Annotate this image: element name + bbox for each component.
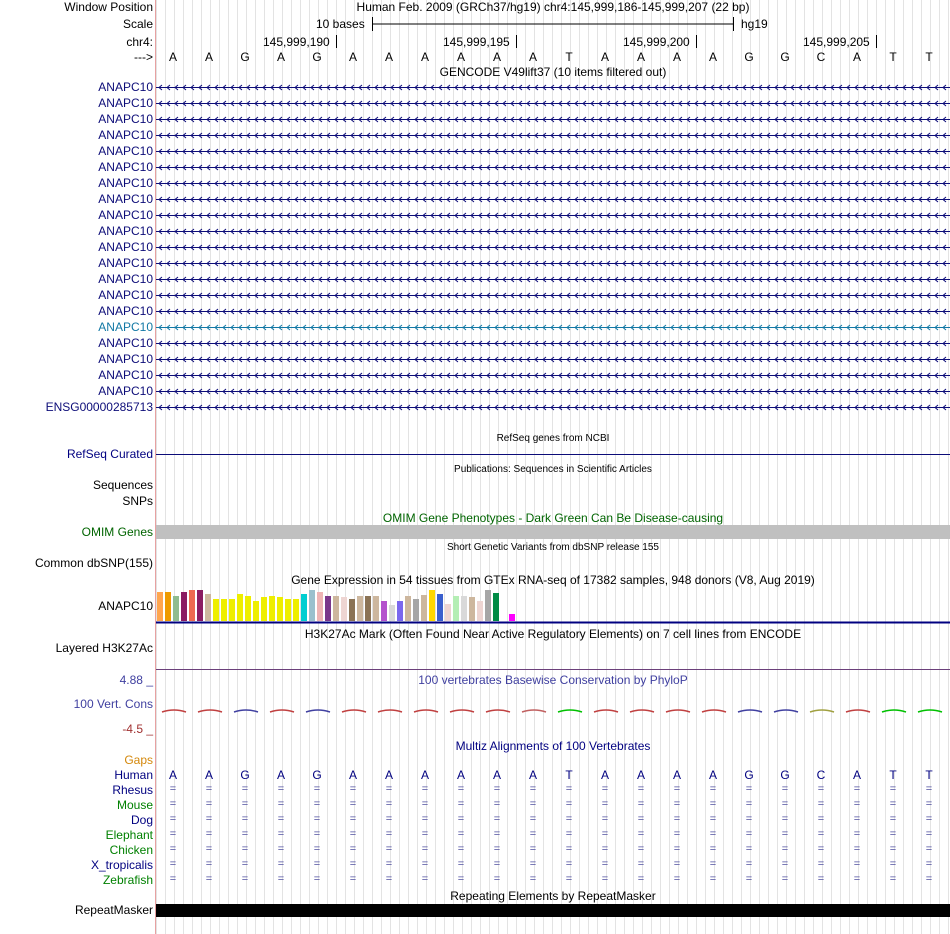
multiz-match-symbol: =	[529, 858, 537, 870]
multiz-match-symbol: =	[241, 783, 249, 795]
multiz-match-symbol: =	[493, 783, 501, 795]
multiz-species-label[interactable]: Chicken	[109, 843, 153, 857]
phylop-score-mark	[630, 710, 654, 712]
multiz-match-symbol: =	[493, 873, 501, 885]
multiz-match-symbol: =	[601, 783, 609, 795]
phylop-score-mark	[522, 710, 546, 712]
multiz-match-symbol: =	[421, 873, 429, 885]
multiz-match-symbol: =	[853, 798, 861, 810]
multiz-match-symbol: =	[421, 843, 429, 855]
multiz-match-symbol: =	[277, 873, 285, 885]
gencode-gene-label[interactable]: ANAPC10	[98, 336, 153, 350]
multiz-match-symbol: =	[673, 873, 681, 885]
multiz-match-symbol: =	[565, 783, 573, 795]
multiz-match-symbol: =	[277, 783, 285, 795]
multiz-human-base: A	[348, 768, 357, 782]
multiz-human-base: A	[708, 768, 717, 782]
multiz-match-symbol: =	[457, 783, 465, 795]
base-letter: A	[672, 50, 681, 64]
multiz-match-symbol: =	[529, 813, 537, 825]
phylop-score-mark	[198, 710, 222, 712]
multiz-match-symbol: =	[313, 783, 321, 795]
multiz-match-symbol: =	[601, 813, 609, 825]
phylop-track-label[interactable]: 100 Vert. Cons	[73, 697, 153, 711]
base-letter: A	[708, 50, 717, 64]
multiz-human-base: T	[925, 768, 933, 782]
multiz-match-symbol: =	[565, 828, 573, 840]
multiz-match-symbol: =	[205, 858, 213, 870]
gencode-gene-label[interactable]: ANAPC10	[98, 384, 153, 398]
multiz-match-symbol: =	[421, 783, 429, 795]
base-letter: A	[456, 50, 465, 64]
multiz-match-symbol: =	[241, 843, 249, 855]
phylop-score-mark	[738, 710, 762, 712]
multiz-match-symbol: =	[493, 828, 501, 840]
gencode-gene-label[interactable]: ANAPC10	[98, 256, 153, 270]
phylop-score-mark	[378, 710, 402, 712]
phylop-score-mark	[234, 710, 258, 712]
gaps-label[interactable]: Gaps	[124, 753, 153, 767]
multiz-match-symbol: =	[673, 858, 681, 870]
multiz-match-symbol: =	[745, 843, 753, 855]
tick-label: 145,999,205	[803, 35, 870, 49]
multiz-match-symbol: =	[169, 813, 177, 825]
multiz-match-symbol: =	[349, 783, 357, 795]
multiz-match-symbol: =	[709, 843, 717, 855]
multiz-match-symbol: =	[169, 858, 177, 870]
multiz-match-symbol: =	[529, 783, 537, 795]
multiz-match-symbol: =	[277, 828, 285, 840]
multiz-match-symbol: =	[205, 843, 213, 855]
multiz-match-symbol: =	[205, 783, 213, 795]
base-letter: A	[852, 50, 861, 64]
multiz-match-symbol: =	[601, 843, 609, 855]
scale-label: Scale	[122, 17, 153, 31]
base-letter: A	[600, 50, 609, 64]
multiz-match-symbol: =	[565, 813, 573, 825]
multiz-match-symbol: =	[889, 858, 897, 870]
phylop-score-mark	[342, 710, 366, 712]
multiz-match-symbol: =	[709, 858, 717, 870]
gencode-gene-label[interactable]: ANAPC10	[98, 160, 153, 174]
multiz-species-label[interactable]: Human	[114, 768, 153, 782]
multiz-human-base: A	[492, 768, 501, 782]
multiz-species-label[interactable]: Zebrafish	[102, 873, 153, 887]
refseq-curated-label[interactable]: RefSeq Curated	[66, 447, 153, 461]
chrom-label: chr4:	[126, 35, 153, 49]
multiz-match-symbol: =	[925, 798, 933, 810]
multiz-match-symbol: =	[781, 873, 789, 885]
multiz-match-symbol: =	[313, 843, 321, 855]
phylop-track-title[interactable]: 100 vertebrates Basewise Conservation by PhyloP	[418, 673, 688, 687]
gencode-gene-label[interactable]: ANAPC10	[98, 112, 153, 126]
multiz-match-symbol: =	[637, 798, 645, 810]
multiz-match-symbol: =	[853, 843, 861, 855]
tick-label: 145,999,190	[263, 35, 330, 49]
multiz-match-symbol: =	[421, 828, 429, 840]
multiz-match-symbol: =	[817, 813, 825, 825]
multiz-human-base: G	[780, 768, 790, 782]
gencode-gene-label[interactable]: ANAPC10	[98, 192, 153, 206]
multiz-human-base: A	[672, 768, 681, 782]
multiz-match-symbol: =	[601, 798, 609, 810]
multiz-track-title[interactable]: Multiz Alignments of 100 Vertebrates	[455, 739, 651, 753]
multiz-match-symbol: =	[673, 843, 681, 855]
multiz-match-symbol: =	[385, 843, 393, 855]
multiz-match-symbol: =	[385, 858, 393, 870]
gtex-track-title[interactable]: Gene Expression in 54 tissues from GTEx RNA-seq of 17382 samples, 948 donors (V8, Aug 2019)	[291, 573, 815, 587]
multiz-match-symbol: =	[421, 858, 429, 870]
multiz-match-symbol: =	[169, 783, 177, 795]
multiz-match-symbol: =	[817, 858, 825, 870]
multiz-human-base: A	[384, 768, 393, 782]
multiz-match-symbol: =	[745, 873, 753, 885]
multiz-match-symbol: =	[385, 813, 393, 825]
multiz-human-base: A	[204, 768, 213, 782]
gencode-gene-label[interactable]: ENSG00000285713	[45, 400, 153, 414]
phylop-score-mark	[270, 710, 294, 712]
multiz-species-label[interactable]: Dog	[130, 813, 153, 827]
phylop-score-mark	[666, 710, 690, 712]
phylop-score-mark	[846, 710, 870, 712]
multiz-human-base: A	[852, 768, 861, 782]
h3k27ac-label[interactable]: Layered H3K27Ac	[55, 641, 153, 655]
multiz-match-symbol: =	[169, 843, 177, 855]
multiz-match-symbol: =	[277, 858, 285, 870]
multiz-human-base: G	[240, 768, 250, 782]
multiz-match-symbol: =	[349, 858, 357, 870]
multiz-match-symbol: =	[889, 828, 897, 840]
multiz-match-symbol: =	[853, 813, 861, 825]
multiz-match-symbol: =	[889, 813, 897, 825]
base-letter: C	[816, 50, 826, 64]
repeatmasker-element-bar[interactable]	[156, 904, 950, 917]
gencode-gene-label[interactable]: ANAPC10	[98, 368, 153, 382]
multiz-match-symbol: =	[385, 828, 393, 840]
multiz-match-symbol: =	[889, 798, 897, 810]
scale-assembly-label: hg19	[741, 17, 768, 31]
base-letter: A	[168, 50, 177, 64]
common-dbsnp-label[interactable]: Common dbSNP(155)	[34, 556, 153, 570]
multiz-match-symbol: =	[277, 813, 285, 825]
multiz-match-symbol: =	[817, 798, 825, 810]
multiz-match-symbol: =	[853, 783, 861, 795]
tick-label: 145,999,195	[443, 35, 510, 49]
multiz-match-symbol: =	[601, 858, 609, 870]
multiz-human-base: A	[168, 768, 177, 782]
base-letter: G	[312, 50, 322, 64]
gencode-gene-label[interactable]: ANAPC10	[98, 96, 153, 110]
multiz-match-symbol: =	[385, 783, 393, 795]
multiz-match-symbol: =	[241, 858, 249, 870]
multiz-match-symbol: =	[853, 858, 861, 870]
multiz-match-symbol: =	[601, 873, 609, 885]
multiz-match-symbol: =	[673, 813, 681, 825]
multiz-match-symbol: =	[925, 843, 933, 855]
multiz-match-symbol: =	[889, 783, 897, 795]
phylop-score-mark	[810, 710, 834, 712]
multiz-match-symbol: =	[313, 828, 321, 840]
multiz-human-base: A	[420, 768, 429, 782]
multiz-match-symbol: =	[385, 798, 393, 810]
gencode-gene-label[interactable]: ANAPC10	[98, 288, 153, 302]
multiz-match-symbol: =	[925, 873, 933, 885]
multiz-match-symbol: =	[241, 813, 249, 825]
multiz-match-symbol: =	[889, 843, 897, 855]
snps-label[interactable]: SNPs	[122, 494, 153, 508]
multiz-match-symbol: =	[637, 783, 645, 795]
multiz-match-symbol: =	[565, 843, 573, 855]
multiz-match-symbol: =	[745, 798, 753, 810]
phylop-score-mark	[558, 710, 582, 712]
phylop-score-mark	[486, 710, 510, 712]
multiz-match-symbol: =	[457, 828, 465, 840]
base-letter: A	[492, 50, 501, 64]
multiz-match-symbol: =	[565, 858, 573, 870]
multiz-match-symbol: =	[817, 843, 825, 855]
refseq-track-title[interactable]: RefSeq genes from NCBI	[496, 433, 610, 444]
multiz-match-symbol: =	[925, 813, 933, 825]
multiz-match-symbol: =	[673, 828, 681, 840]
multiz-match-symbol: =	[421, 813, 429, 825]
gencode-gene-label[interactable]: ANAPC10	[98, 176, 153, 190]
multiz-species-label[interactable]: Elephant	[105, 828, 153, 842]
multiz-match-symbol: =	[673, 783, 681, 795]
multiz-human-base: A	[528, 768, 537, 782]
multiz-match-symbol: =	[565, 873, 573, 885]
multiz-match-symbol: =	[853, 828, 861, 840]
base-letter: A	[528, 50, 537, 64]
multiz-match-symbol: =	[457, 843, 465, 855]
multiz-match-symbol: =	[781, 783, 789, 795]
base-letter: A	[420, 50, 429, 64]
gtex-gene-label[interactable]: ANAPC10	[98, 599, 153, 613]
multiz-match-symbol: =	[493, 858, 501, 870]
gencode-gene-label[interactable]: ANAPC10	[98, 272, 153, 286]
multiz-match-symbol: =	[169, 828, 177, 840]
multiz-match-symbol: =	[385, 873, 393, 885]
multiz-match-symbol: =	[925, 858, 933, 870]
multiz-human-base: A	[276, 768, 285, 782]
base-letter: A	[348, 50, 357, 64]
multiz-match-symbol: =	[817, 873, 825, 885]
multiz-match-symbol: =	[313, 858, 321, 870]
base-letter: A	[276, 50, 285, 64]
multiz-match-symbol: =	[313, 798, 321, 810]
multiz-match-symbol: =	[637, 858, 645, 870]
base-letter: T	[889, 50, 897, 64]
multiz-match-symbol: =	[637, 813, 645, 825]
gencode-gene-label[interactable]: ANAPC10	[98, 224, 153, 238]
multiz-match-symbol: =	[817, 828, 825, 840]
sequences-label[interactable]: Sequences	[92, 478, 153, 492]
scale-bases-label: 10 bases	[316, 17, 365, 31]
multiz-match-symbol: =	[709, 798, 717, 810]
multiz-match-symbol: =	[709, 813, 717, 825]
multiz-match-symbol: =	[781, 828, 789, 840]
gencode-gene-label[interactable]: ANAPC10	[98, 240, 153, 254]
multiz-match-symbol: =	[205, 813, 213, 825]
multiz-match-symbol: =	[709, 783, 717, 795]
multiz-match-symbol: =	[853, 873, 861, 885]
multiz-match-symbol: =	[457, 873, 465, 885]
multiz-match-symbol: =	[637, 828, 645, 840]
multiz-match-symbol: =	[493, 843, 501, 855]
phylop-score-mark	[918, 710, 942, 712]
window-position-label: Window Position	[64, 0, 153, 14]
multiz-match-symbol: =	[781, 843, 789, 855]
base-letter: G	[744, 50, 754, 64]
multiz-match-symbol: =	[529, 873, 537, 885]
multiz-human-base: C	[816, 768, 826, 782]
multiz-match-symbol: =	[205, 828, 213, 840]
multiz-match-symbol: =	[781, 858, 789, 870]
dbsnp-track-title[interactable]: Short Genetic Variants from dbSNP release 155	[447, 542, 659, 553]
tick-label: 145,999,200	[623, 35, 690, 49]
phylop-score-mark	[882, 710, 906, 712]
multiz-match-symbol: =	[457, 813, 465, 825]
multiz-match-symbol: =	[601, 828, 609, 840]
multiz-match-symbol: =	[277, 843, 285, 855]
phylop-score-mark	[774, 710, 798, 712]
multiz-match-symbol: =	[241, 828, 249, 840]
multiz-human-base: A	[456, 768, 465, 782]
multiz-match-symbol: =	[925, 828, 933, 840]
multiz-match-symbol: =	[241, 873, 249, 885]
strand-label: --->	[134, 50, 153, 64]
gencode-gene-label[interactable]: ANAPC10	[98, 80, 153, 94]
phylop-score-mark	[162, 710, 186, 712]
omim-genes-label[interactable]: OMIM Genes	[81, 525, 153, 539]
gencode-gene-label[interactable]: ANAPC10	[98, 144, 153, 158]
phylop-score-mark	[414, 710, 438, 712]
multiz-match-symbol: =	[745, 858, 753, 870]
repeatmasker-label[interactable]: RepeatMasker	[74, 903, 153, 917]
base-letter: G	[240, 50, 250, 64]
multiz-match-symbol: =	[313, 873, 321, 885]
multiz-match-symbol: =	[529, 843, 537, 855]
multiz-match-symbol: =	[493, 798, 501, 810]
multiz-match-symbol: =	[421, 798, 429, 810]
multiz-human-base: A	[636, 768, 645, 782]
base-letter: T	[925, 50, 933, 64]
multiz-match-symbol: =	[205, 798, 213, 810]
multiz-match-symbol: =	[313, 813, 321, 825]
multiz-match-symbol: =	[637, 843, 645, 855]
omim-track-title[interactable]: OMIM Gene Phenotypes - Dark Green Can Be Disease-causing	[382, 511, 724, 525]
base-letter: A	[636, 50, 645, 64]
h3k27ac-track-title[interactable]: H3K27Ac Mark (Often Found Near Active Regulatory Elements) on 7 cell lines from ENCODE	[304, 627, 802, 641]
multiz-match-symbol: =	[637, 873, 645, 885]
multiz-match-symbol: =	[745, 828, 753, 840]
base-letter: A	[204, 50, 213, 64]
multiz-match-symbol: =	[241, 798, 249, 810]
multiz-match-symbol: =	[745, 783, 753, 795]
gencode-gene-label[interactable]: ANAPC10	[98, 352, 153, 366]
multiz-human-base: T	[565, 768, 573, 782]
base-letter: T	[565, 50, 573, 64]
multiz-match-symbol: =	[349, 798, 357, 810]
multiz-match-symbol: =	[169, 798, 177, 810]
multiz-match-symbol: =	[529, 828, 537, 840]
gencode-track-title[interactable]: GENCODE V49lift37 (10 items filtered out)	[439, 65, 667, 79]
base-letter: G	[780, 50, 790, 64]
multiz-match-symbol: =	[817, 783, 825, 795]
multiz-species-label[interactable]: X_tropicalis	[90, 858, 153, 872]
phylop-score-mark	[450, 710, 474, 712]
multiz-match-symbol: =	[349, 828, 357, 840]
multiz-human-base: A	[600, 768, 609, 782]
multiz-match-symbol: =	[673, 798, 681, 810]
repeatmasker-track-title[interactable]: Repeating Elements by RepeatMasker	[450, 889, 656, 903]
phylop-score-mark	[702, 710, 726, 712]
gencode-gene-label[interactable]: ANAPC10	[98, 208, 153, 222]
phylop-score-mark	[306, 710, 330, 712]
multiz-match-symbol: =	[457, 858, 465, 870]
gencode-gene-label[interactable]: ANAPC10	[98, 320, 153, 334]
multiz-match-symbol: =	[205, 873, 213, 885]
phylop-score-mark	[594, 710, 618, 712]
phylop-min-label: -4.5 _	[122, 722, 153, 736]
multiz-match-symbol: =	[565, 798, 573, 810]
multiz-match-symbol: =	[277, 798, 285, 810]
window-position-text: Human Feb. 2009 (GRCh37/hg19) chr4:145,999,186-145,999,207 (22 bp)	[356, 0, 750, 14]
multiz-match-symbol: =	[925, 783, 933, 795]
base-letter: A	[384, 50, 393, 64]
phylop-max-label: 4.88 _	[119, 673, 153, 687]
multiz-match-symbol: =	[781, 813, 789, 825]
multiz-match-symbol: =	[349, 843, 357, 855]
multiz-human-base: G	[312, 768, 322, 782]
multiz-human-base: G	[744, 768, 754, 782]
multiz-match-symbol: =	[349, 813, 357, 825]
multiz-human-base: T	[889, 768, 897, 782]
multiz-match-symbol: =	[493, 813, 501, 825]
multiz-match-symbol: =	[457, 798, 465, 810]
gencode-gene-label[interactable]: ANAPC10	[98, 128, 153, 142]
multiz-match-symbol: =	[709, 873, 717, 885]
multiz-species-label[interactable]: Mouse	[116, 798, 153, 812]
multiz-match-symbol: =	[889, 873, 897, 885]
publications-track-title[interactable]: Publications: Sequences in Scientific Articles	[454, 464, 652, 475]
multiz-match-symbol: =	[745, 813, 753, 825]
multiz-match-symbol: =	[169, 873, 177, 885]
multiz-species-label[interactable]: Rhesus	[112, 783, 153, 797]
multiz-match-symbol: =	[709, 828, 717, 840]
gencode-gene-label[interactable]: ANAPC10	[98, 304, 153, 318]
multiz-match-symbol: =	[781, 798, 789, 810]
multiz-match-symbol: =	[529, 798, 537, 810]
multiz-match-symbol: =	[349, 873, 357, 885]
